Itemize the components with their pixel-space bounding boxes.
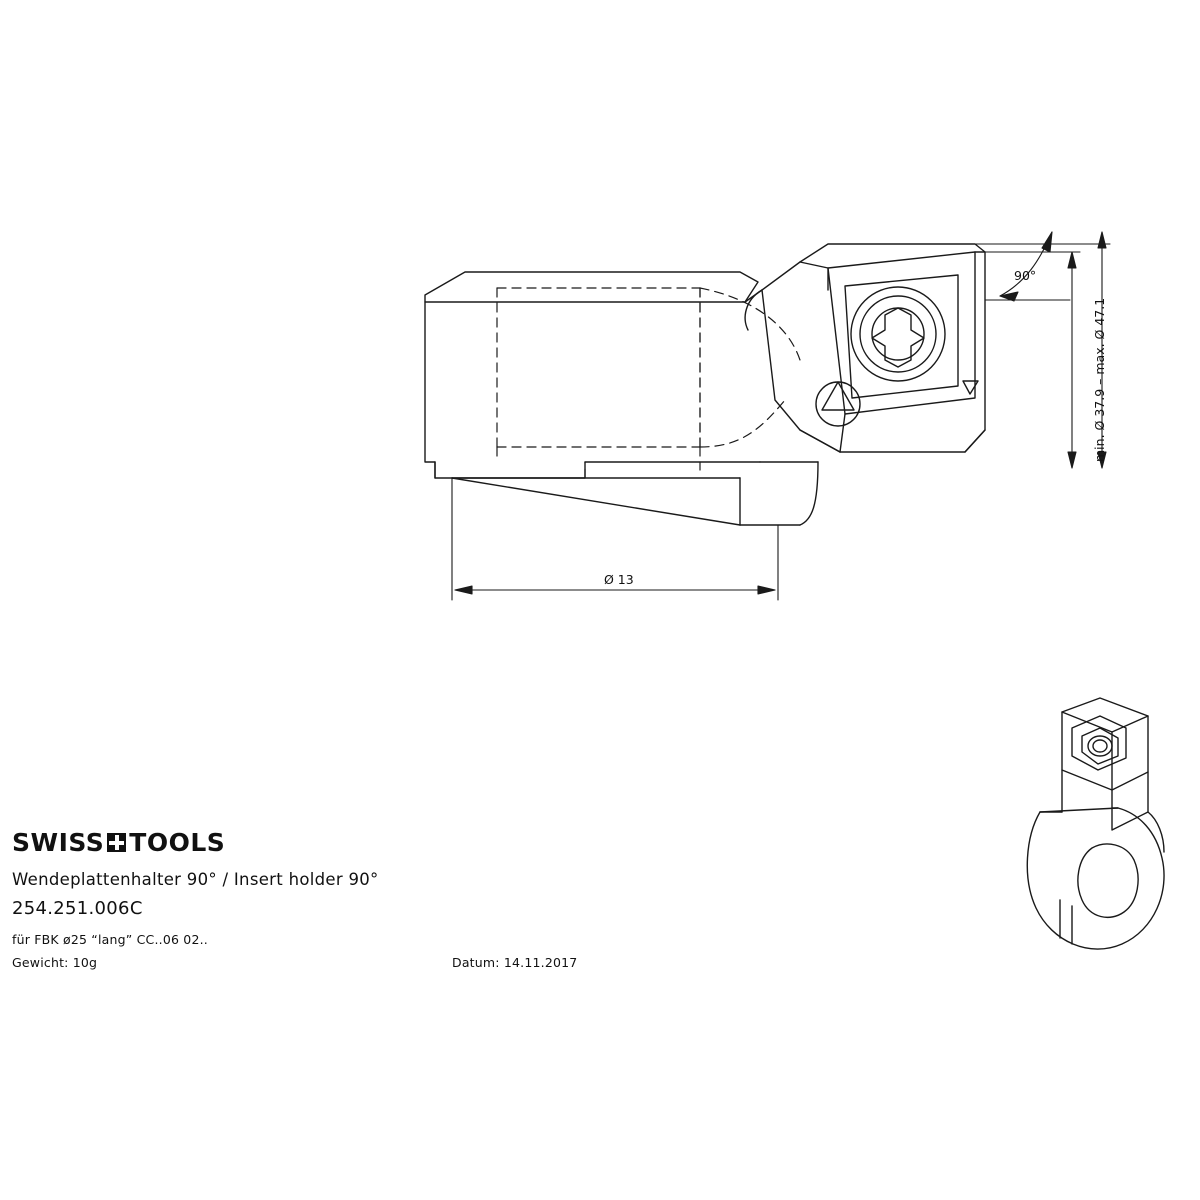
brand-name-left: SWISS xyxy=(12,828,105,857)
dimension-label-diameter-13: Ø 13 xyxy=(604,572,634,587)
date-value: Datum: 14.11.2017 xyxy=(452,955,578,970)
title-block xyxy=(12,828,632,970)
part-number: 254.251.006C xyxy=(12,898,143,919)
shank-underside xyxy=(452,462,818,525)
hidden-lines xyxy=(497,288,800,478)
clamp-screw xyxy=(851,287,945,381)
dimension-vertical-range xyxy=(975,232,1110,468)
weight-value: Gewicht: 10g xyxy=(12,955,98,970)
dimension-label-diameter-range: min. Ø 37.9 – max. Ø 47.1 xyxy=(1092,297,1107,462)
product-description: Wendeplattenhalter 90° / Insert holder 90° xyxy=(12,870,379,889)
locating-pin xyxy=(816,382,860,426)
application-note: für FBK ø25 “lang” CC..06 02.. xyxy=(12,932,208,947)
brand-name-right: TOOLS xyxy=(129,828,226,857)
swiss-cross-icon xyxy=(107,833,126,852)
insert-head xyxy=(745,244,985,452)
dimension-label-angle: 90° xyxy=(1014,268,1037,283)
pocket-corner-mark xyxy=(963,381,978,394)
dimension-angle-90 xyxy=(985,232,1070,301)
title-block-footer xyxy=(12,955,632,970)
brand-logo xyxy=(12,828,632,857)
perspective-view xyxy=(1027,698,1164,949)
